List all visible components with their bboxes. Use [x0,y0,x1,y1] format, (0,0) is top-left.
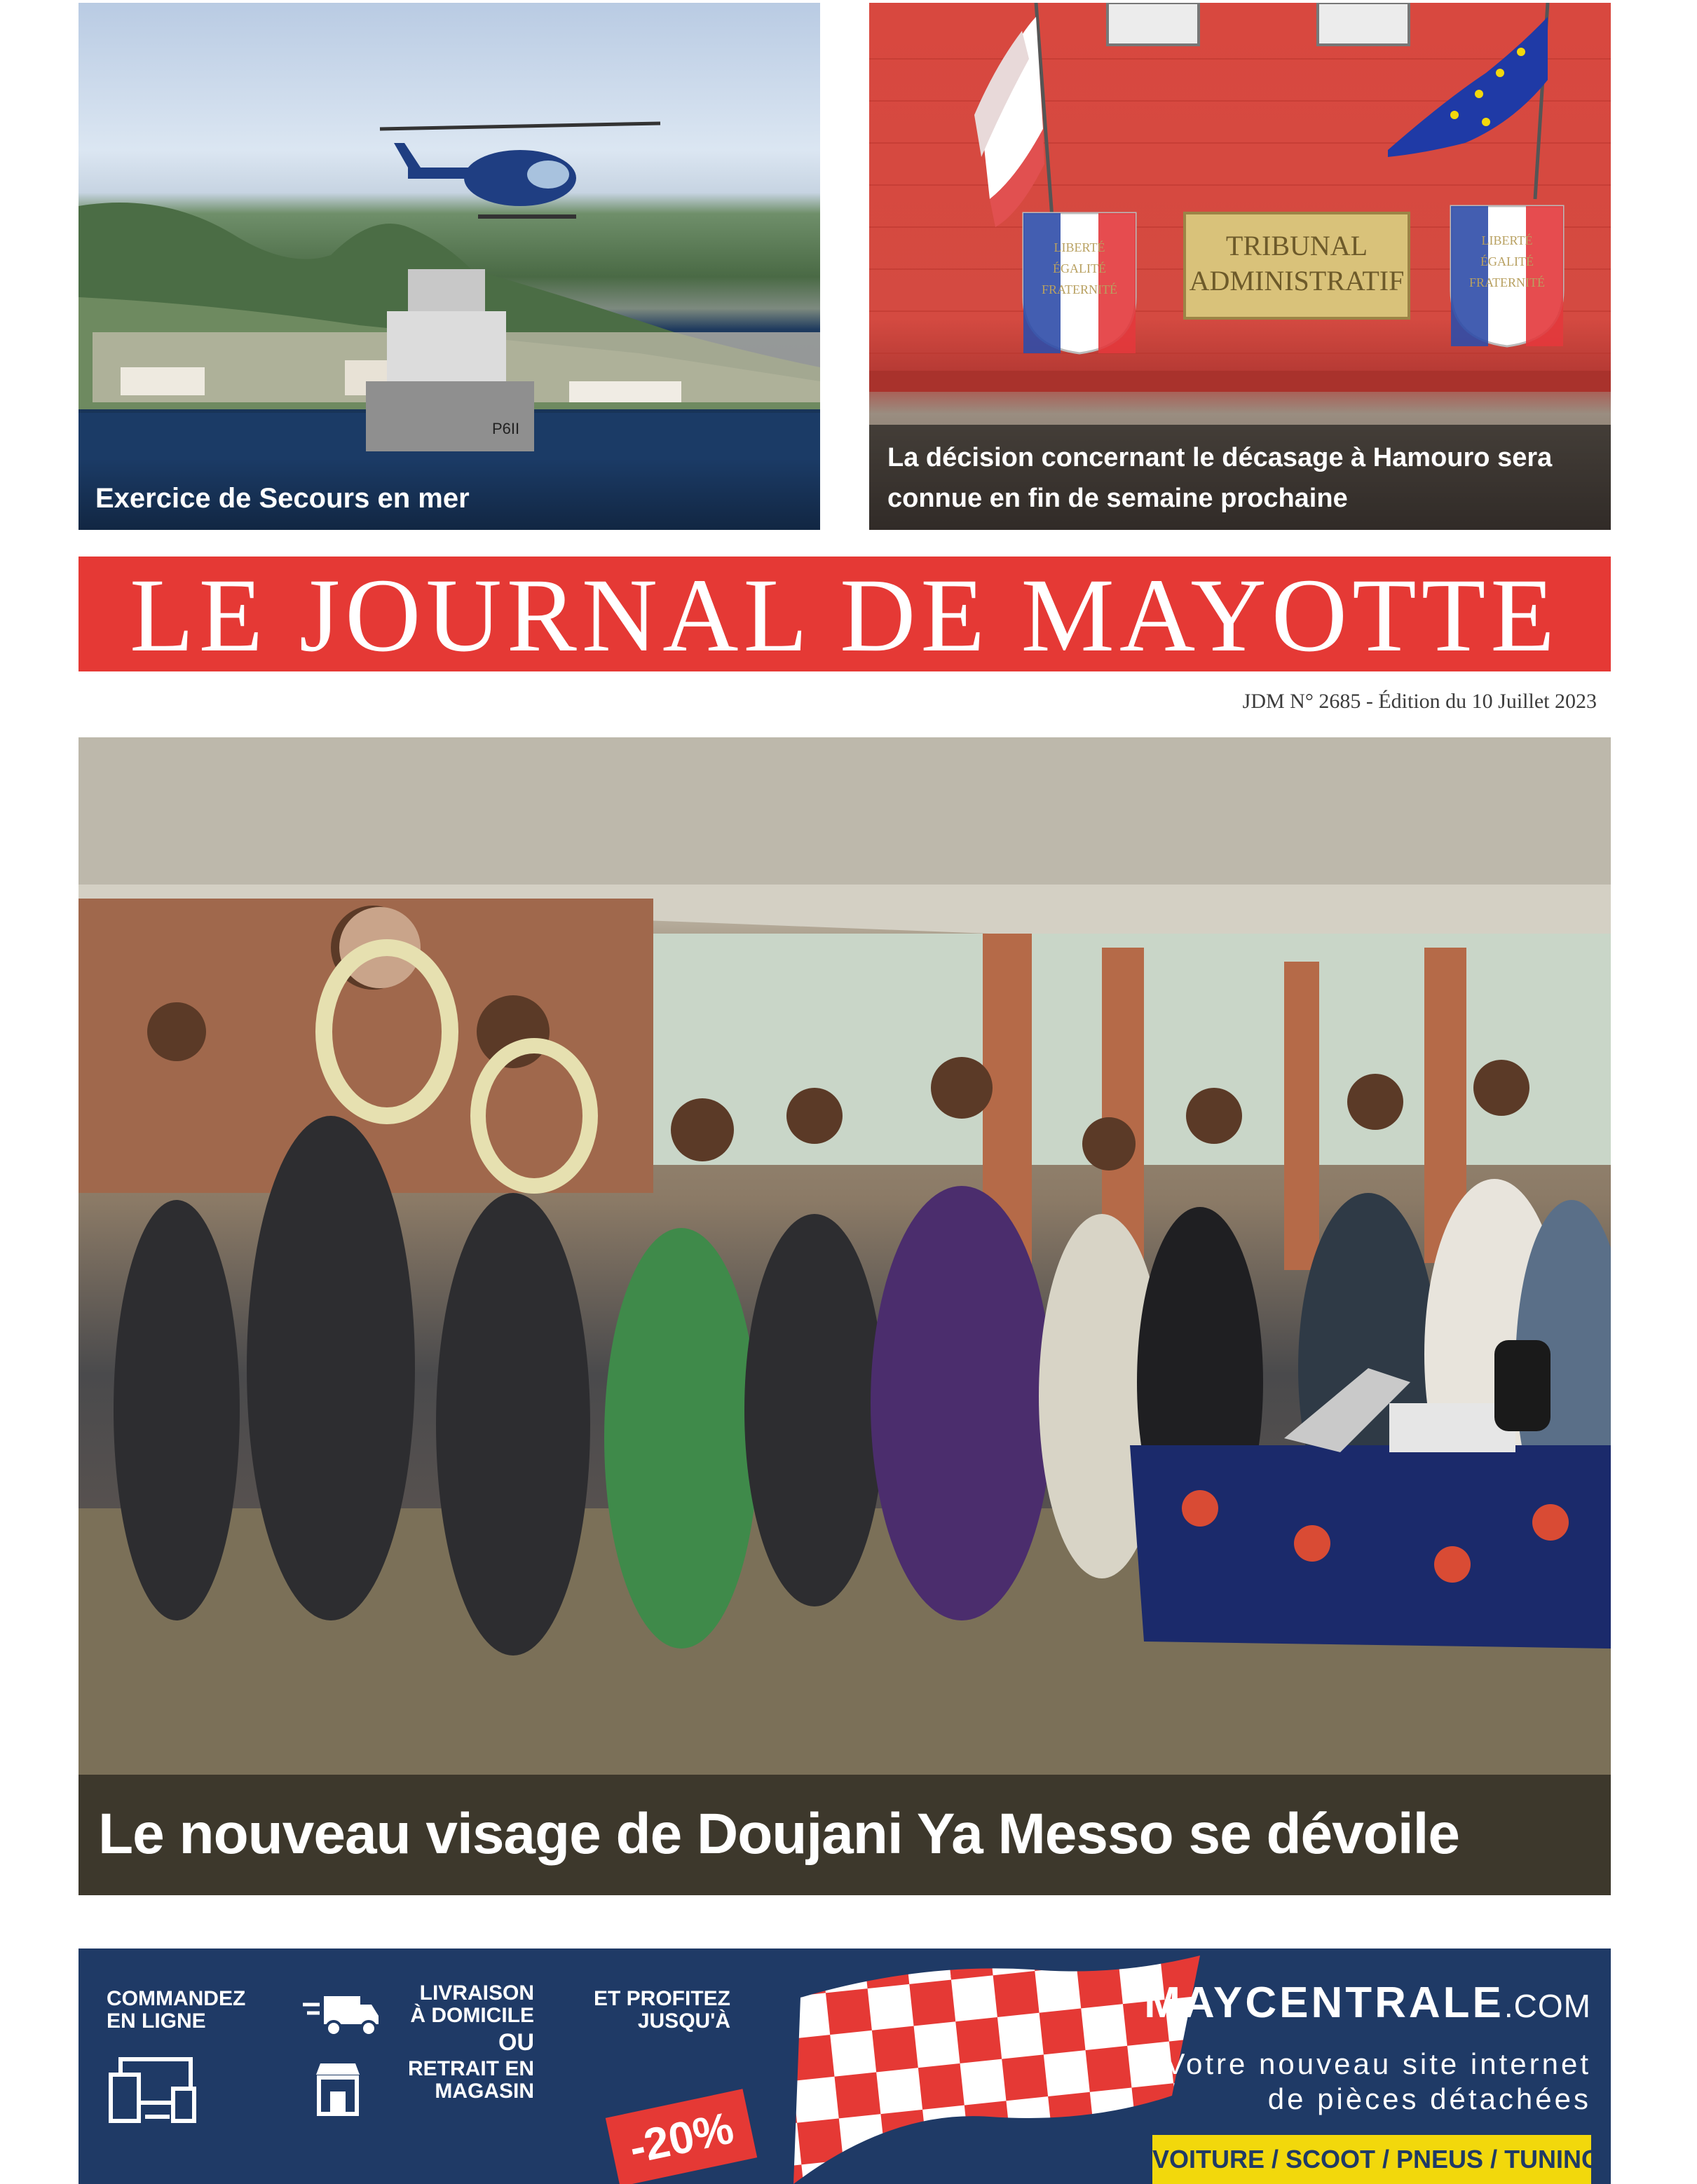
ad-brand-suffix: .COM [1504,1988,1591,2024]
ad-delivery-line-5: MAGASIN [435,2080,534,2103]
top-left-photo[interactable] [79,3,820,530]
story-caption[interactable]: Exercice de Secours en mer [95,483,470,514]
ad-brand[interactable] [1144,1978,1591,2028]
plaque-left-line-2: ÉGALITÉ [1053,261,1106,275]
newspaper-title: LE JOURNAL DE MAYOTTE [130,557,1560,674]
top-right-photo[interactable] [869,3,1611,530]
ad-brand-name: MAYCENTRALE [1144,1979,1504,2027]
masthead [79,557,1611,674]
ad-order-line-2: EN LIGNE [107,2009,206,2033]
plaque-right-line-2: ÉGALITÉ [1480,254,1534,268]
ad-promo-line-2: JUSQU'À [637,2009,730,2033]
plaque-right-line-1: LIBERTÉ [1481,233,1533,247]
main-headline[interactable]: Le nouveau visage de Doujani Ya Messo se dévoile [98,1802,1460,1866]
ad-tagline-line-2: de pièces détachées [1267,2082,1591,2115]
plaque-right-line-3: FRATERNITÉ [1469,275,1545,289]
store-icon [313,2061,362,2117]
devices-icon [107,2054,198,2124]
ad-delivery-line-2: À DOMICILE [410,2004,534,2027]
ad-order-online [107,1988,245,2033]
edition-info: JDM N° 2685 - Édition du 10 Juillet 2023 [1242,690,1597,713]
boat-marking: P6II [492,420,520,437]
ad-tagline [1165,2047,1591,2117]
ad-tagline-line-1: Votre nouveau site internet [1165,2047,1591,2080]
caption-bar [869,425,1611,530]
ad-categories[interactable]: VOITURE / SCOOT / PNEUS / TUNING [1152,2135,1591,2184]
ad-delivery-text [394,1982,534,2103]
plaque-left-line-3: FRATERNITÉ [1042,282,1117,296]
delivery-truck-icon [303,1991,380,2040]
main-story-photo[interactable] [79,737,1611,1895]
advertisement-banner[interactable] [79,1948,1611,2184]
plaque-left-line-1: LIBERTÉ [1054,240,1105,254]
ad-delivery-line-3: OU [498,2029,534,2056]
ad-promo-text [569,1988,730,2033]
ad-promo-line-1: ET PROFITEZ [594,1987,730,2010]
rescue-exercise-illustration [79,3,820,530]
tribunal-sign-line-2: ADMINISTRATIF [1189,265,1405,296]
ad-order-line-1: COMMANDEZ [107,1987,246,2010]
discount-badge: -20% [606,2089,757,2184]
ad-delivery-line-4: RETRAIT EN [408,2057,534,2080]
caption-bar [79,458,820,530]
story-caption[interactable]: La décision concernant le décasage à Hamouro sera connue en fin de semaine prochaine [887,443,1553,513]
tribunal-sign-line-1: TRIBUNAL [1225,230,1368,261]
main-caption-bar [79,1775,1611,1895]
ad-delivery-line-1: LIVRAISON [419,1981,534,2005]
ceremony-illustration [79,737,1611,1895]
